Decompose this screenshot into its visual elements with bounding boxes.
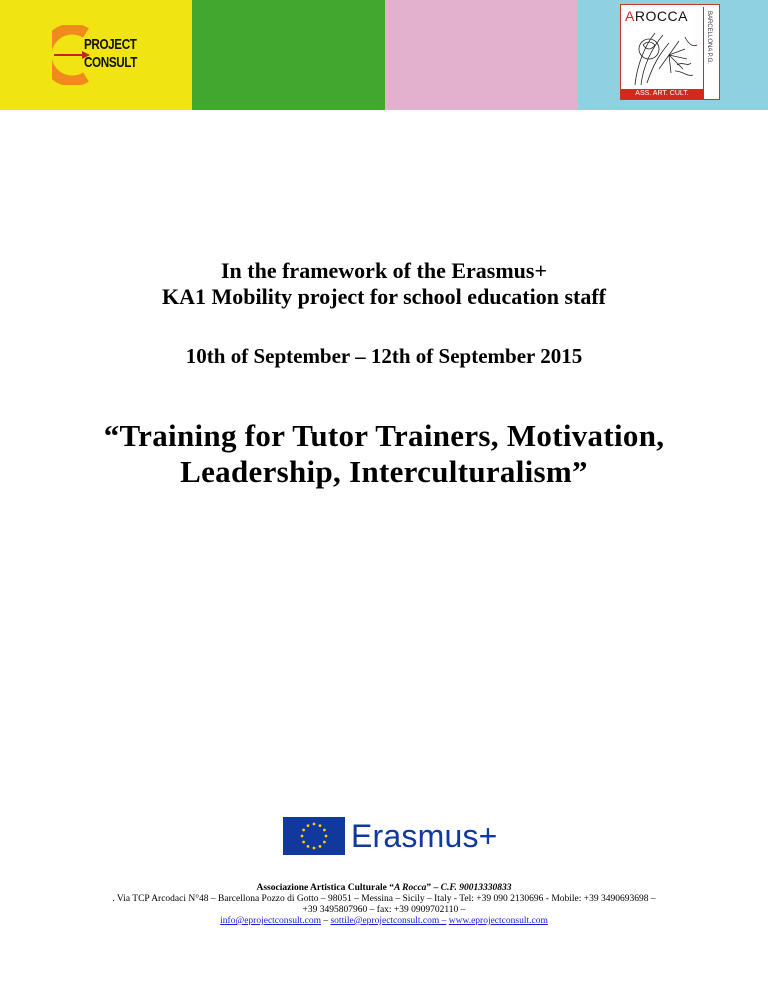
eu-star-icon	[319, 824, 322, 827]
eu-star-icon	[307, 824, 310, 827]
eu-flag-icon	[283, 817, 345, 855]
erasmus-plus-logo	[283, 817, 503, 855]
intro-line-2: KA1 Mobility project for school education staff	[161, 284, 607, 309]
email-link-sottile[interactable]: sottile@eprojectconsult.com –	[330, 916, 447, 926]
event-dates: 10th of September – 12th of September 2015	[185, 344, 583, 368]
eu-star-icon	[313, 823, 316, 826]
footer-links: info@eprojectconsult.com – sottile@eprojectconsult.com – www.eprojectconsult.com	[220, 916, 548, 926]
arocca-logo-title: AROCCA	[625, 8, 688, 24]
eu-star-icon	[325, 835, 328, 838]
eu-star-icon	[323, 829, 326, 832]
footer-phones: +39 3495807960 – fax: +39 0909702110 –	[302, 905, 466, 915]
arocca-logo-side-strip: BARCELLONA P.G.	[703, 7, 718, 99]
website-link[interactable]: www.eprojectconsult.com	[448, 916, 548, 926]
eu-star-icon	[313, 847, 316, 850]
eu-star-icon	[307, 845, 310, 848]
training-title-line-2: Leadership, Interculturalism”	[180, 454, 588, 489]
intro-line-1: In the framework of the Erasmus+	[220, 258, 547, 283]
eu-star-icon	[301, 835, 304, 838]
footer-address: . Via TCP Arcodaci N°48 – Barcellona Pozzo di Gotto – 98051 – Messina – Sicily – Italy - Tel: +39 090 2130696 - Mobile: +39 3490693698 –	[112, 894, 656, 904]
training-title-line-1: “Training for Tutor Trainers, Motivation,	[103, 418, 665, 453]
arocca-sketch-artwork	[625, 25, 703, 89]
project-consult-logo	[52, 25, 152, 85]
email-link-info[interactable]: info@eprojectconsult.com	[220, 916, 321, 926]
eu-star-icon	[302, 829, 305, 832]
project-consult-logo-line2: CONSULT	[84, 54, 137, 71]
eu-star-icon	[323, 841, 326, 844]
arocca-logo	[620, 4, 720, 100]
erasmus-plus-text: Erasmus+	[351, 818, 498, 854]
header-band-pink	[385, 0, 578, 110]
arocca-logo-subtitle: ASS. ART. CULT.	[621, 89, 703, 99]
eu-star-icon	[319, 845, 322, 848]
footer-association: Associazione Artistica Culturale “A Rocca” – C.F. 90013330833	[256, 883, 512, 893]
header-band-green	[192, 0, 385, 110]
project-consult-logo-line1: PROJECT	[84, 36, 137, 53]
eu-star-icon	[302, 841, 305, 844]
